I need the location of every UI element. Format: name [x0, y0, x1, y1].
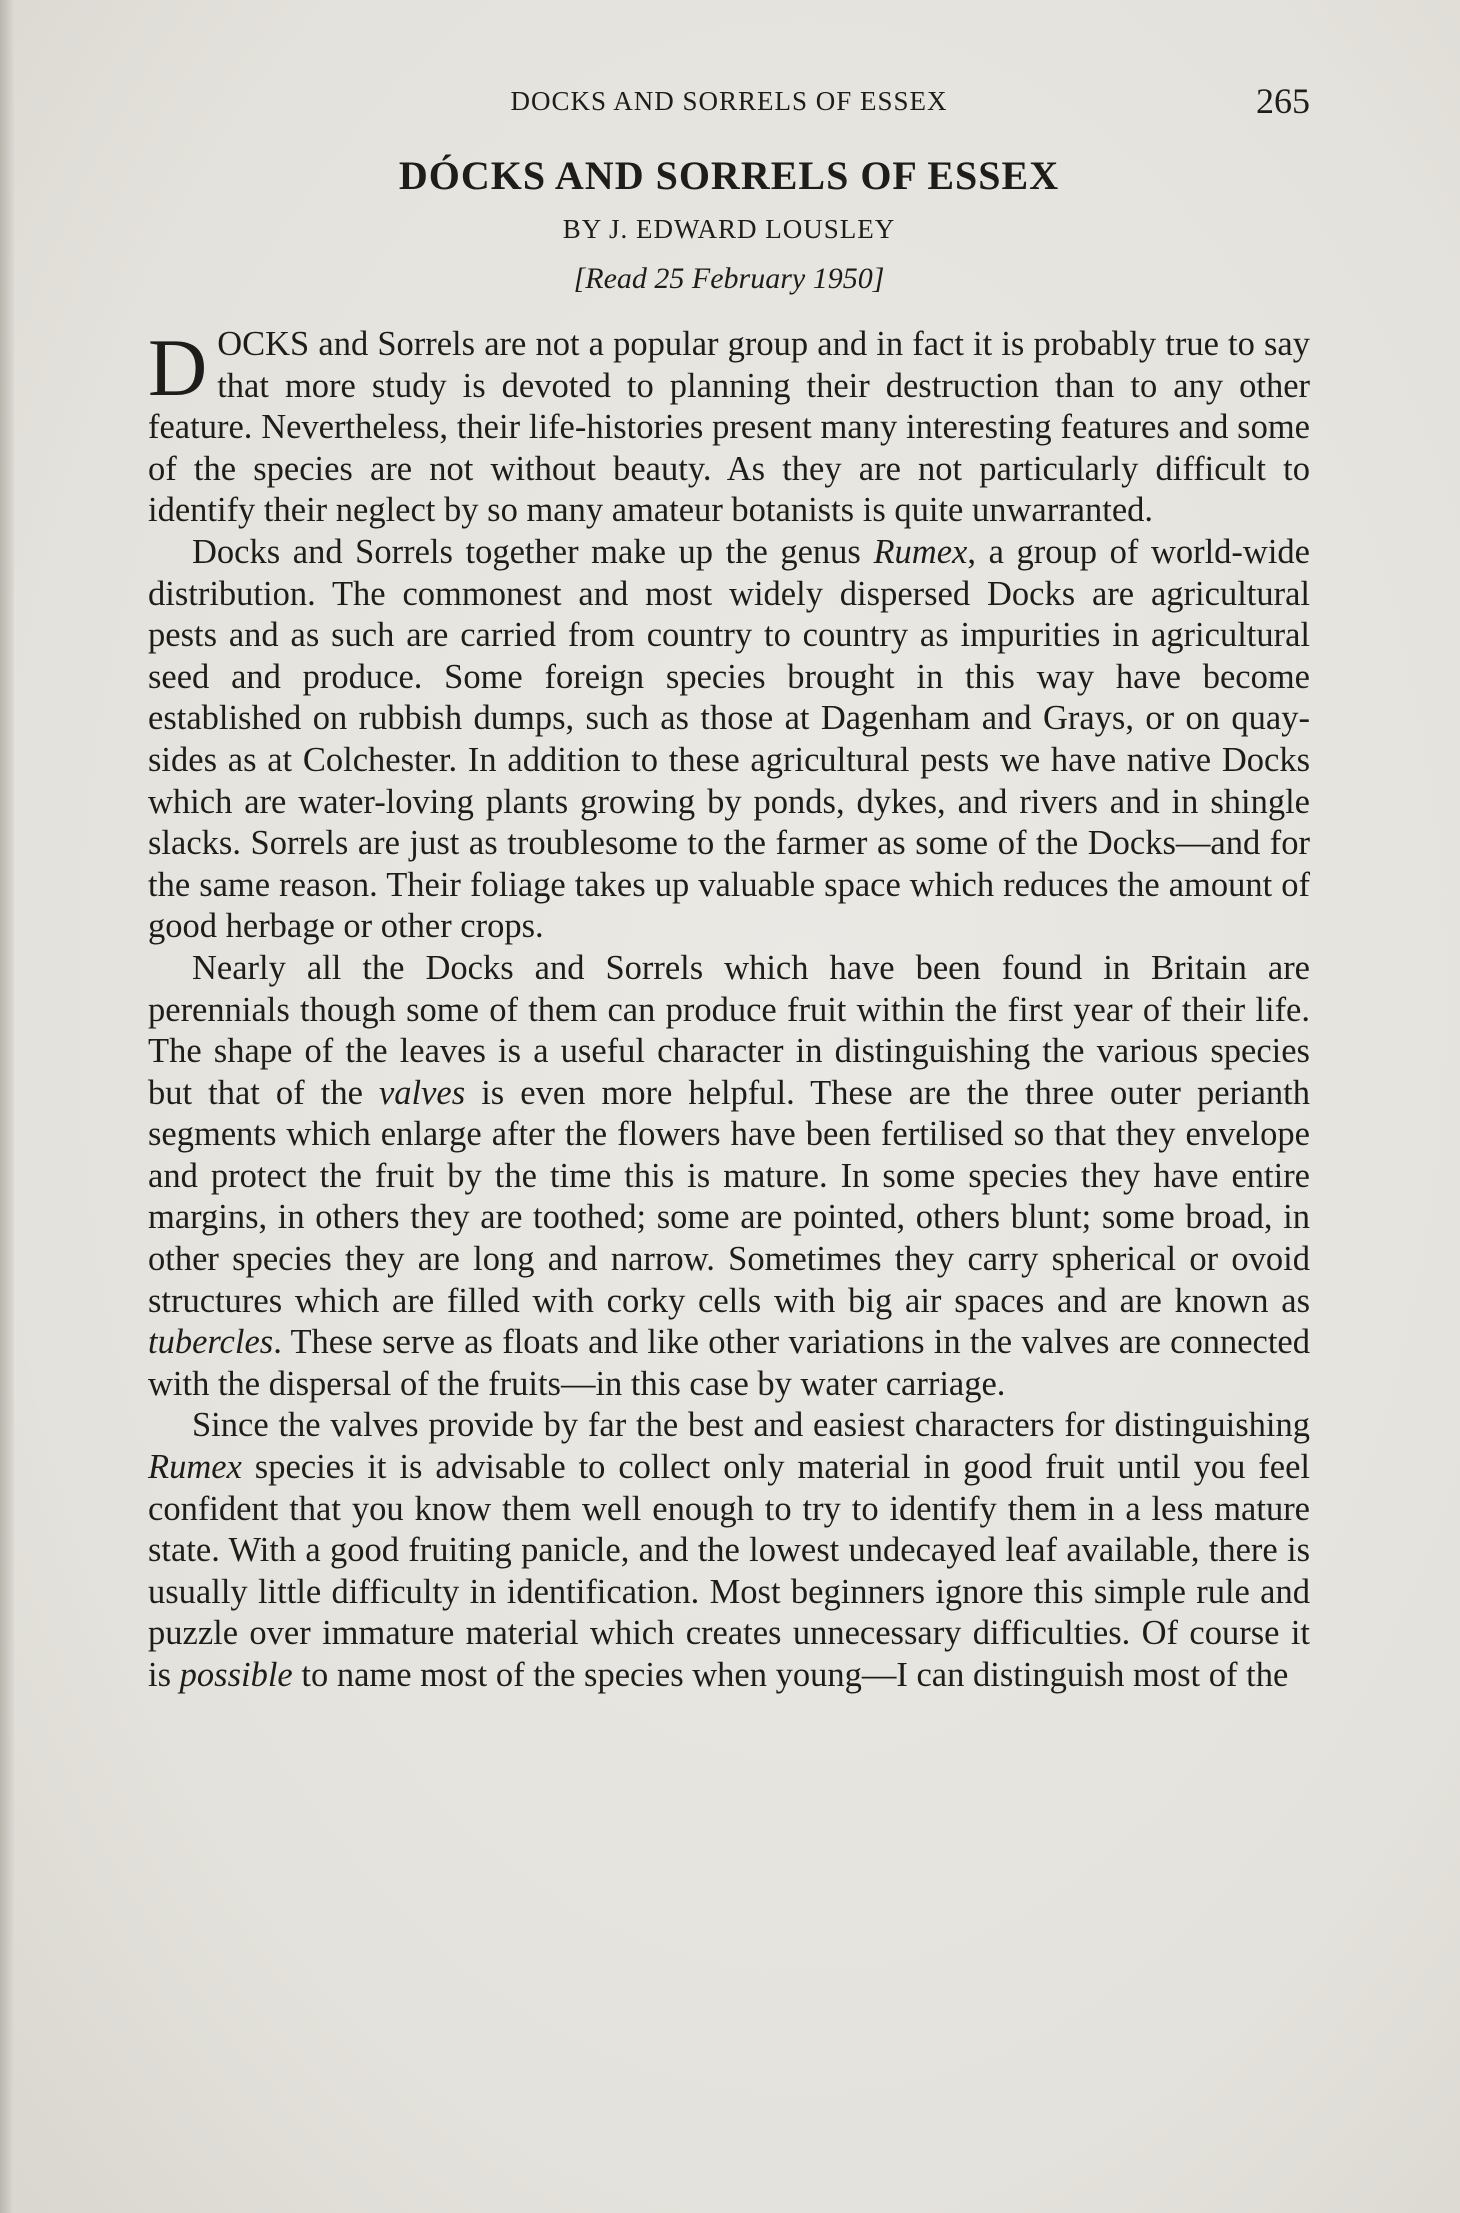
running-head: [148, 80, 1310, 124]
article-title: DÓCKS AND SORRELS OF ESSEX: [398, 153, 1060, 198]
paragraph-4-text-b: species it is advisable to collect only material in good fruit until you feel confident that you know them well enough to try to identify them in a less mature state. With a good fruiting panicle, and the lowest undecayed leaf available, there is usually little difficulty in identification. Most beginners ignore this simple rule and puzzle over immature material which creates unnecessary difficulties. Of course it is: [148, 1448, 1310, 1694]
paragraph-1-text: OCKS and Sorrels are not a popular group and in fact it is probably true to say that more study is devoted to planning their destruction than to any other feature. Nevertheless, their life-histories present many interesting features and some of the species are not without beauty. As they are not particularly difficult to identify their neglect by so many amateur botanists is quite unwarranted.: [148, 325, 1310, 530]
article-body: [148, 324, 1310, 1697]
paragraph-3-text-c: . These serve as floats and like other variations in the valves are connected with the dispersal of the fruits—in this case by water carriage.: [148, 1323, 1310, 1403]
paragraph-2-text-a: Docks and Sorrels together make up the genus: [192, 532, 874, 571]
drop-cap: D: [148, 322, 208, 413]
genus-name-italic: Rumex: [873, 532, 968, 571]
term-valves-italic: valves: [378, 1073, 466, 1112]
paragraph-4-text-c: to name most of the species when young—I can distinguish most of the: [292, 1656, 1289, 1694]
paragraph-2-text-b: , a group of world-wide distribution. The commonest and most widely dispersed Docks are agricultural pests and as such are carried from country to country as impurities in agricultural seed and produce. Some foreign species brought in this way have become established on rubbish dumps, such as those at Dagenham and Grays, or on quay-sides as at Colchester. In addition to these agricultural pests we have native Docks which are water-loving plants growing by ponds, dykes, and rivers and in shingle slacks. Sorrels are just as troublesome to the farmer as some of the Docks—and for the same reason. Their foliage takes up valuable space which reduces the amount of good herbage or other crops.: [148, 532, 1310, 946]
paragraph-1: [148, 324, 1310, 532]
page-gutter-shadow: [0, 0, 14, 2213]
term-tubercles-italic: tubercles: [148, 1323, 274, 1362]
read-date-text: [Read 25 February 1950]: [573, 262, 885, 295]
read-date: [148, 262, 1310, 296]
running-title: DOCKS AND SORRELS OF ESSEX: [510, 86, 948, 116]
genus-name-italic: Rumex: [148, 1448, 242, 1487]
author-byline: BY J. EDWARD LOUSLEY: [562, 214, 896, 244]
page-number: 265: [1256, 81, 1310, 121]
paragraph-3-text-b: is even more helpful. These are the three outer perianth segments which enlarge after the flowers have been fertilised so that they envelope and protect the fruit by the time this is mature. In some species they have entire margins, in others they are toothed; some are pointed, others blunt; some broad, in other species they are long and narrow. Sometimes they carry spherical or ovoid structures which are filled with corky cells with big air spaces and are known as: [148, 1073, 1310, 1320]
paragraph-2: [148, 532, 1310, 948]
term-possible-italic: possible: [179, 1656, 293, 1694]
paragraph-4-text-a: Since the valves provide by far the best and easiest characters for distinguishing: [192, 1406, 1310, 1445]
paragraph-4: [148, 1405, 1310, 1696]
paragraph-3: [148, 948, 1310, 1406]
paragraph-3-text-a: Nearly all the Docks and Sorrels which have been found in Britain are perennials though some of them can produce fruit within the first year of their life. The shape of the leaves is a useful character in distinguishing the various species but that of the: [148, 948, 1310, 1112]
